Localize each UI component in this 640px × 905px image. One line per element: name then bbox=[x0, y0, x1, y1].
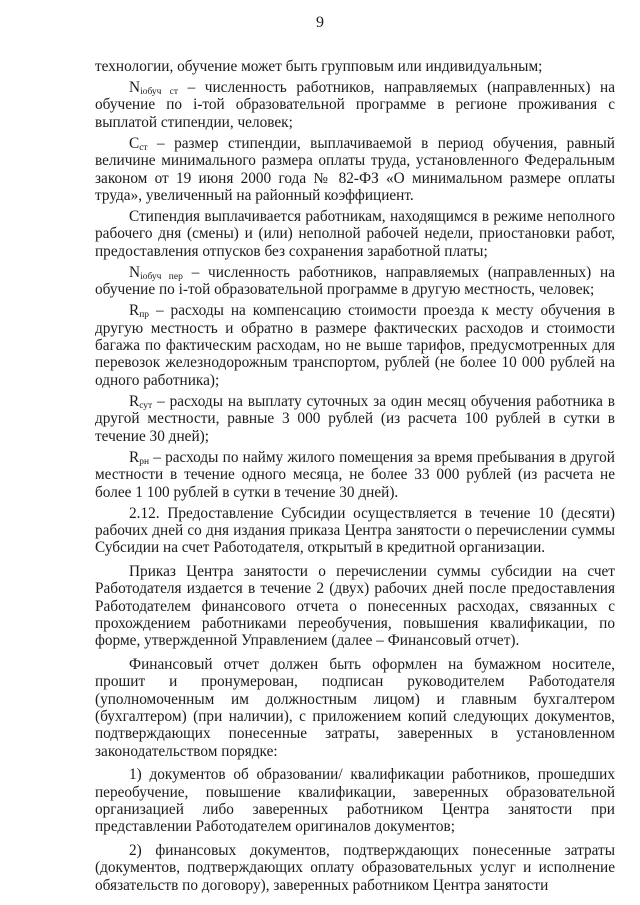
page-body bbox=[95, 58, 615, 898]
paragraph-financial-report bbox=[95, 656, 615, 760]
list-item-2 bbox=[95, 842, 615, 894]
formula-symbol: С bbox=[129, 134, 140, 152]
paragraph-stipend-note bbox=[95, 208, 615, 260]
definition-r-housing bbox=[95, 449, 615, 501]
formula-symbol: R bbox=[129, 302, 140, 320]
paragraph-text: 2) финансовых документов, подтверждающих понесенные затраты (документов, подтверждающих оплату образовательных услуг и исполнение обязательств по договору), заверенных работником Центра занятости bbox=[95, 841, 615, 894]
formula-symbol: N bbox=[129, 263, 141, 281]
page-number: 9 bbox=[316, 14, 324, 31]
formula-subscript: рн bbox=[139, 456, 150, 467]
formula-subscript: iобуч пер bbox=[140, 271, 183, 282]
formula-symbol: R bbox=[129, 448, 140, 466]
formula-subscript: сут bbox=[139, 400, 153, 411]
formula-symbol: N bbox=[129, 79, 141, 96]
paragraph-2-12 bbox=[95, 505, 615, 557]
paragraph-text: – размер стипендии, выплачиваемой в период обучения, равный величине минимального размера оплаты труда, установленного Федеральным законом от 19 июня 2000 года № 82-ФЗ «О минимальном размере оплаты труда», увеличенный на районный коэффициент. bbox=[95, 134, 615, 205]
paragraph-continuation bbox=[95, 58, 615, 75]
definition-n-relocation bbox=[95, 264, 615, 299]
paragraph-text: – расходы на компенсацию стоимости проезда к месту обучения в другую местность и обратно в размере фактических расходов и стоимости багажа по фактическим расходам, но не выше тарифов, предусмотренных для перевозок железнодорожным транспортом, рублей (не более 10 000 рублей на одного работника); bbox=[95, 302, 615, 389]
paragraph-order bbox=[95, 563, 615, 650]
list-item-1 bbox=[95, 766, 615, 836]
formula-symbol: R bbox=[129, 392, 140, 410]
definition-r-travel bbox=[95, 302, 615, 389]
paragraph-text: – расходы по найму жилого помещения за время пребывания в другой местности в течение одного месяца, не более 33 000 рублей (из расчета не более 1 100 рублей в сутки в течение 30 дней). bbox=[95, 448, 615, 501]
paragraph-text: 2.12. Предоставление Субсидии осуществляется в течение 10 (десяти) рабочих дней со дня издания приказа Центра занятости о перечислении суммы Субсидии на счет Работодателя, открытый в кредитной организации. bbox=[95, 504, 615, 557]
definition-r-daily bbox=[95, 393, 615, 445]
formula-subscript: iобуч ст bbox=[140, 87, 178, 97]
formula-subscript: ст bbox=[139, 142, 148, 153]
paragraph-text: Приказ Центра занятости о перечислении суммы субсидии на счет Работодателя издается в течение 2 (двух) рабочих дней после предоставления Работодателем финансового отчета о понесенных расходах, связанных с прохождением работниками переобучения, повышения квалификации, по форме, утвержденной Управлением (далее – Финансовый отчет). bbox=[95, 562, 615, 650]
paragraph-text: технологии, обучение может быть групповым или индивидуальным; bbox=[95, 58, 543, 75]
paragraph-text: Финансовый отчет должен быть оформлен на бумажном носителе, прошит и пронумерован, подписан руководителем Работодателя (уполномоченным им должностным лицом) и главным бухгалтером (бухгалтером) (при наличии), с приложением копий следующих документов, подтверждающих понесенные затраты, заверенных в установленном законодательством порядке: bbox=[95, 655, 615, 760]
paragraph-text: 1) документов об образовании/ квалификации работников, прошедших переобучение, повышение квалификации, заверенных образовательной организацией либо заверенных работником Центра занятости при представлении Работодателем оригиналов документов; bbox=[95, 766, 615, 836]
paragraph-text: Стипендия выплачивается работникам, находящимся в режиме неполного рабочего дня (смены) и (или) неполной рабочей недели, приостановки работ, предоставления отпусков без сохранения заработной платы; bbox=[95, 208, 615, 260]
paragraph-text: – численность работников, направляемых (направленных) на обучение по i-той образовательной программе в другую местность, человек; bbox=[95, 263, 615, 299]
definition-c-stipend bbox=[95, 135, 615, 205]
definition-n-stipend bbox=[95, 79, 615, 131]
paragraph-text: – численность работников, направляемых (направленных) на обучение по i-той образовательной программе в регионе проживания с выплатой стипендии, человек; bbox=[95, 79, 615, 131]
paragraph-text: – расходы на выплату суточных за один месяц обучения работника в другой местности, равные 3 000 рублей (из расчета 100 рублей в сутки в течение 30 дней); bbox=[95, 392, 615, 445]
formula-subscript: пр bbox=[139, 310, 150, 321]
